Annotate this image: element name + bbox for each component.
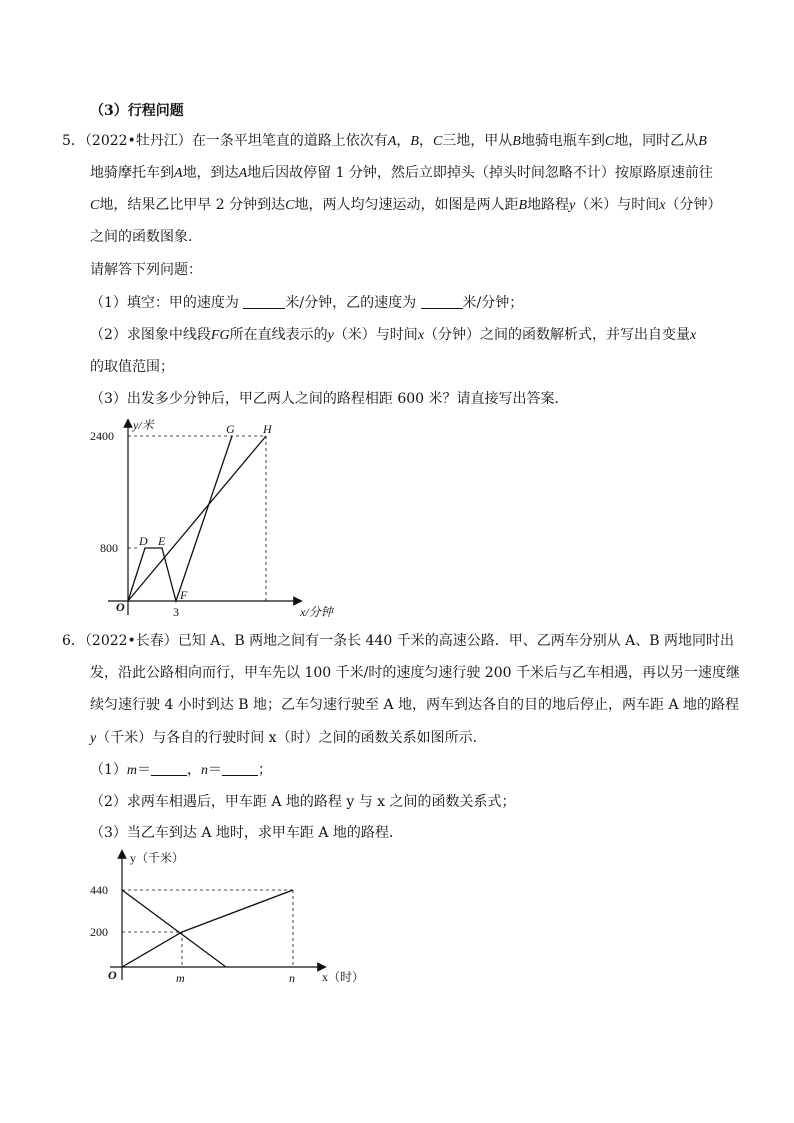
problem-6-question-3: （3）当乙车到达 A 地时，求甲车距 A 地的路程． [90,825,403,841]
text: 地，到达 [182,165,239,181]
text: （分钟） [665,197,722,213]
answer-blank[interactable] [243,294,285,309]
point-F-label: F [180,588,188,602]
problem-5-question-3: （3）出发多少分钟后，甲乙两人之间的路程相距 600 米？请直接写出答案． [90,391,569,407]
problem-5-number: 5． [62,133,85,149]
y-tick-800: 800 [100,541,118,555]
answer-blank[interactable] [222,761,258,776]
var-C: C [90,198,100,213]
text: （米）与时间 [333,327,418,343]
problem-6-line-1 [62,631,734,651]
text: 米/分钟，乙的速度为 [285,295,417,311]
point-D-label: D [139,534,148,548]
text: ， [396,133,411,149]
text: 已知 A、B 两地之间有一条长 440 千米的高速公路．甲、乙两车分别从 A、B 两地同时出 [177,633,735,649]
var-C: C [432,134,443,149]
text: 所在直线表示的 [229,327,328,343]
y-axis-label: y/米 [133,418,154,432]
text: 地骑摩托车到 [90,165,174,181]
var-A: A [238,166,248,181]
y-tick-2400: 2400 [90,429,114,443]
text: （1） [90,762,127,778]
text: ＝ [208,762,223,778]
var-x: x [659,198,666,213]
y-tick-440: 440 [90,883,108,897]
text: 地骑电瓶车到 [520,133,605,149]
text: ； [258,762,273,778]
text: （1）填空：甲的速度为 [90,295,239,311]
text: 地后因故停留 1 分钟，然后立即掉头（掉头时间忽略不计）按原路原速前往 [247,165,713,181]
origin-label: O [108,968,117,982]
y-axis-label: y（千米） [130,851,185,865]
var-x: x [417,328,425,343]
graph-line-jia [128,436,266,601]
text: ＝ [137,762,152,778]
y-tick-200: 200 [90,925,108,939]
var-FG: FG [210,328,230,343]
text: （千米）与各自的行驶时间 x（时）之间的函数关系如图所示． [96,730,487,746]
answer-blank[interactable] [421,294,463,309]
graph-line-jia [122,890,293,967]
problem-5-prompt: 请解答下列问题： [90,262,202,278]
problem-5-line-2 [90,163,713,184]
problem-6-line-4 [90,728,487,749]
text: 米/分钟； [462,295,524,311]
problem-5-question-1 [90,293,523,313]
var-A: A [174,166,183,181]
text: 地，结果乙比甲早 2 分钟到达 [99,197,286,213]
point-H-label: H [263,422,272,436]
x-tick-n: n [289,971,295,985]
text: （分钟）之间的函数解析式，并写出自变量 [424,327,691,343]
var-y: y [90,731,97,746]
problem-6-line-3: 续匀速行驶 4 小时到达 B 地；乙车匀速行驶至 A 地，两车到达各自的目的地后停止，两车距 A 地的路程 [90,697,740,713]
var-m: m [126,763,138,778]
text: （2）求图象中线段 [90,327,211,343]
problem-6-number: 6． [62,633,85,649]
answer-blank[interactable] [151,761,187,776]
problem-5-question-2 [90,325,696,346]
text: 三地，甲从 [442,133,513,149]
var-B: B [512,134,521,149]
var-C: C [285,198,295,213]
origin-label: O [116,600,125,614]
problem-6-graph [90,848,365,988]
point-E-label: E [158,534,166,548]
text: 在一条平坦笔直的道路上依次有 [191,133,388,149]
text: 地，两人均匀速运动，如图是两人距 [294,197,519,213]
problem-5-line-1 [62,131,707,152]
var-C: C [604,134,615,149]
problem-5-graph [90,415,350,620]
problem-6-line-2: 发，沿此公路相向而行，甲车先以 100 千米/时的速度匀速行驶 200 千米后与乙车相遇，再以另一速度继 [90,665,740,681]
graph-line-yi [128,436,232,601]
var-B: B [410,134,419,149]
var-B: B [518,198,528,213]
x-axis-label: x（时） [322,970,365,984]
text: ， [187,762,202,778]
var-x: x [690,328,697,343]
problem-6-source: （2022•长春） [84,633,178,649]
text: 地路程 [527,197,570,213]
var-y: y [327,328,334,343]
text: ， [418,133,433,149]
var-B: B [698,134,707,149]
problem-5-line-4: 之间的函数图象． [90,229,202,245]
text: （米）与时间 [575,197,660,213]
problem-5-source: （2022•牡丹江） [84,133,192,149]
point-G-label: G [226,422,235,436]
x-tick-3: 3 [173,605,179,619]
problem-5-question-2-cont: 的取值范围； [90,359,174,375]
problem-5-line-3 [90,195,722,216]
problem-6-question-1 [90,760,272,781]
var-y: y [569,198,576,213]
var-A: A [387,134,397,149]
x-tick-m: m [176,971,185,985]
var-n: n [201,763,209,778]
graph-line-yi [122,890,226,967]
x-axis-label: x/分钟 [300,605,333,619]
text: 地，同时乙从 [614,133,699,149]
section-title: （3）行程问题 [90,103,184,119]
problem-6-question-2: （2）求两车相遇后，甲车距 A 地的路程 y 与 x 之间的函数关系式； [90,794,516,810]
